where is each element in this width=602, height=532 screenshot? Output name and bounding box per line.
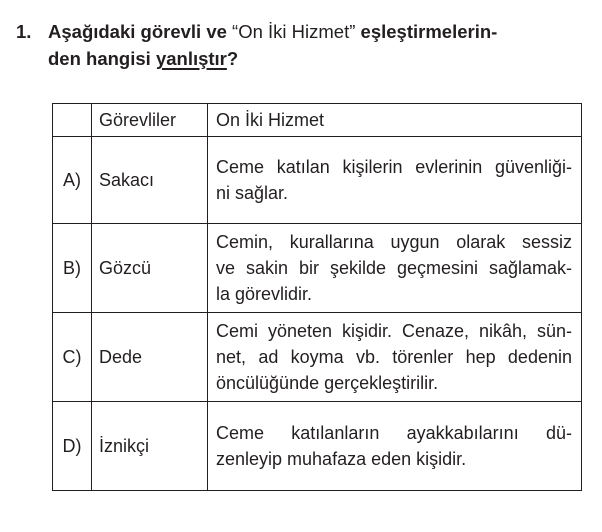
description-line: Ceme katılanların ayakkabılarını dü- xyxy=(216,423,572,443)
role-name: Gözcü xyxy=(92,224,208,313)
description-line: öncülüğünde gerçekleştirilir. xyxy=(216,373,439,393)
table-row xyxy=(53,224,582,313)
header-option-cell xyxy=(53,104,92,137)
description-line: la görevlidir. xyxy=(216,284,313,304)
question-text-line-2 xyxy=(48,45,238,72)
header-services: On İki Hizmet xyxy=(208,104,582,137)
option-label: C) xyxy=(53,313,92,402)
option-label: A) xyxy=(53,137,92,224)
role-name: İznikçi xyxy=(92,402,208,491)
service-description xyxy=(208,224,582,313)
role-name: Sakacı xyxy=(92,137,208,224)
question-mark: ? xyxy=(226,48,239,69)
table-row xyxy=(53,137,582,224)
question-number: 1. xyxy=(16,21,32,42)
description-line: net, ad koyma vb. törenler hep dedenin xyxy=(216,347,572,367)
table-row xyxy=(53,402,582,491)
service-description xyxy=(208,313,582,402)
table-header-row xyxy=(53,104,582,137)
option-label: B) xyxy=(53,224,92,313)
description-line: ni sağlar. xyxy=(216,183,289,203)
description-line: Cemin, kurallarına uygun olarak sessiz xyxy=(216,232,572,252)
description-line: Ceme katılan kişilerin evlerinin güvenliği- xyxy=(216,157,572,177)
description-line: zenleyip muhafaza eden kişidir. xyxy=(216,449,467,469)
service-description xyxy=(208,137,582,224)
header-roles: Görevliler xyxy=(92,104,208,137)
role-name: Dede xyxy=(92,313,208,402)
description-line: Cemi yöneten kişidir. Cenaze, nikâh, sün- xyxy=(216,321,572,341)
service-description xyxy=(208,402,582,491)
question-text-bold-3: den hangisi xyxy=(48,48,156,69)
description-line: ve sakin bir şekilde geçmesini sağlamak- xyxy=(216,258,572,278)
question-text-quote: “On İki Hizmet” xyxy=(226,21,361,42)
matching-table xyxy=(52,103,582,491)
table-row xyxy=(53,313,582,402)
option-label: D) xyxy=(53,402,92,491)
question-text xyxy=(48,18,586,45)
question-text-bold-1: Aşağıdaki görevli ve xyxy=(48,21,227,42)
question-text-bold-2: eşleştirmelerin- xyxy=(360,21,498,42)
question-underlined-word: yanlıştır xyxy=(155,48,227,69)
